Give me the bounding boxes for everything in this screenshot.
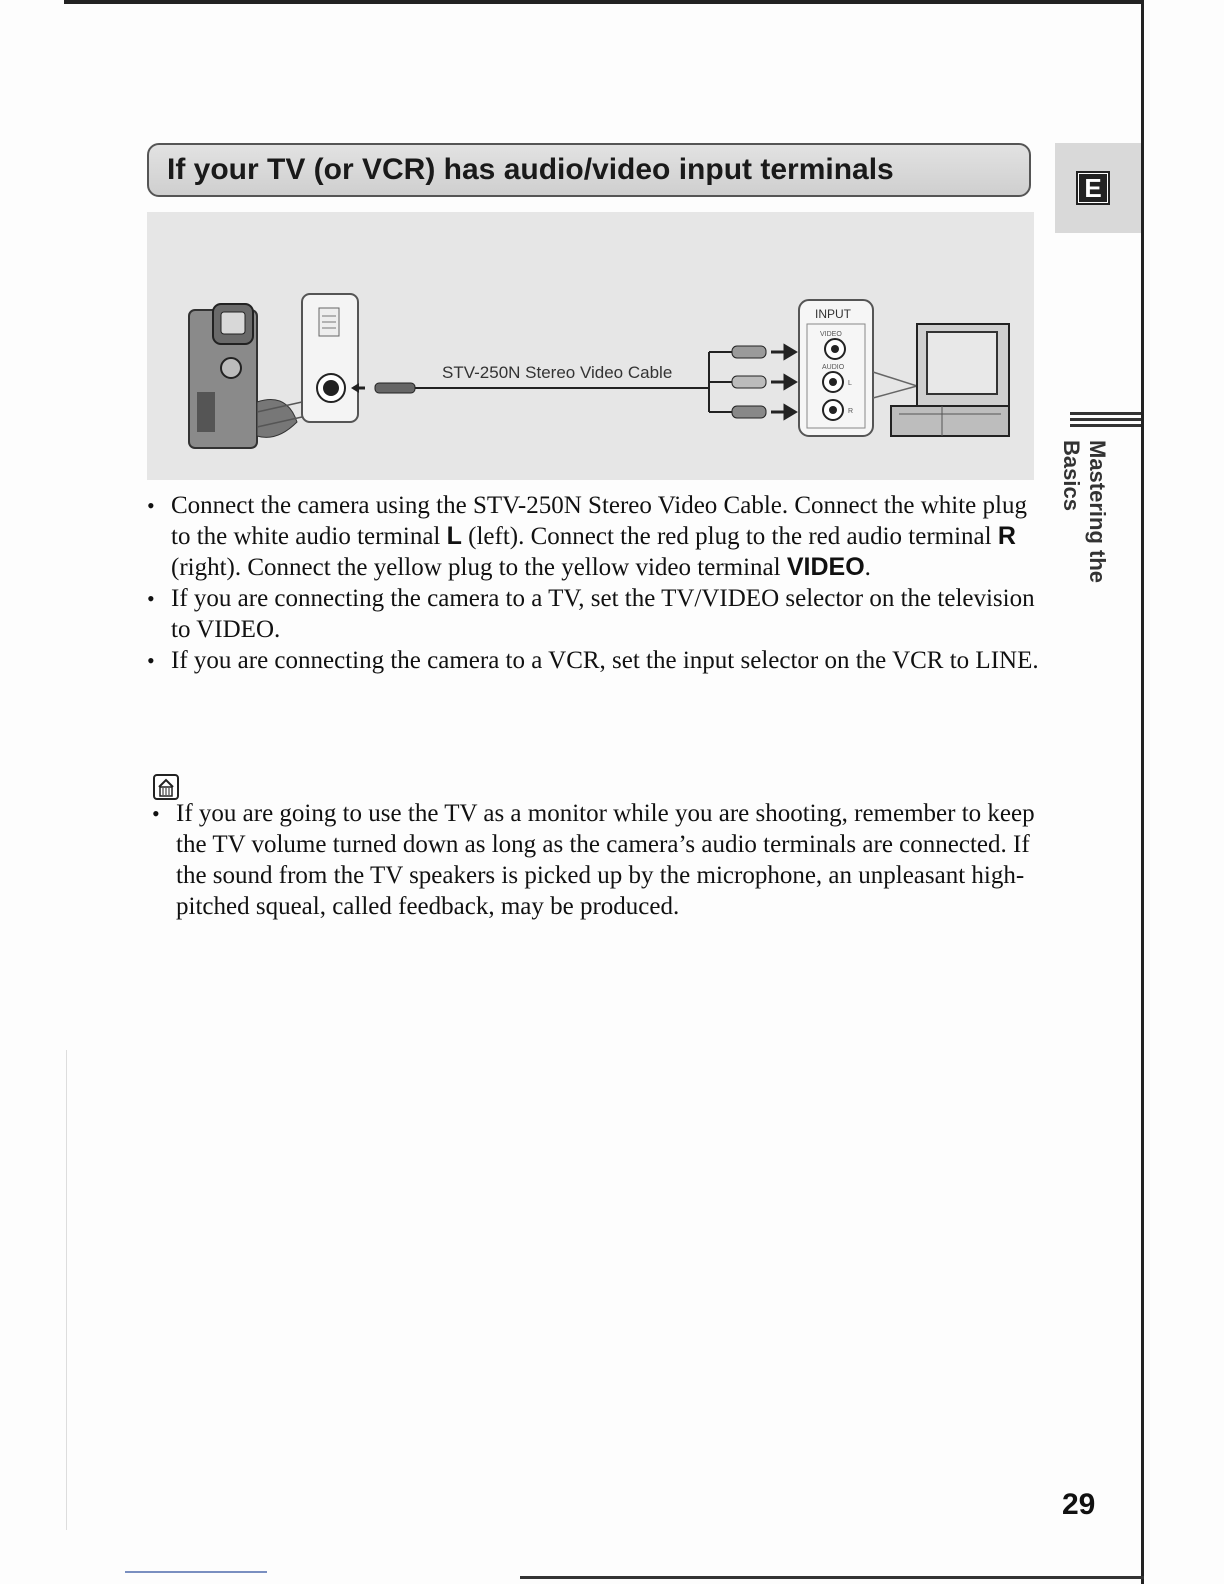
page-number: 29	[1062, 1488, 1096, 1521]
note-icon	[152, 773, 180, 801]
list-item: • Connect the camera using the STV-250N Stereo Video Cable. Connect the white plug to the white audio terminal L (left). Connect the red plug to the red audio terminal R (right). Connect the yellow plug to the yellow video terminal VIDEO.	[145, 490, 1045, 583]
section-heading: If your TV (or VCR) has audio/video input terminals	[167, 153, 894, 186]
bottom-rule	[520, 1576, 1144, 1579]
connection-diagram	[147, 212, 1034, 480]
rca-plugs	[709, 346, 795, 418]
bottom-left-rule	[125, 1571, 267, 1573]
list-item: • If you are going to use the TV as a monitor while you are shooting, remember to keep the TV volume turned down as long as the camera’s audio terminals are connected. If the sound from the TV speakers is picked up by the microphone, an unpleasant high-pitched squeal, called feedback, may be produced.	[150, 798, 1050, 922]
audio-label: AUDIO	[822, 364, 845, 371]
right-label: R	[848, 408, 854, 415]
section-side-label: Mastering the Basics	[1059, 440, 1110, 584]
list-item: • If you are connecting the camera to a VCR, set the input selector on the VCR to LINE.	[145, 645, 1045, 676]
tv-illustration	[891, 324, 1009, 436]
note-list	[150, 798, 1050, 922]
input-panel	[799, 300, 873, 436]
diagram-illustration	[147, 212, 1034, 480]
chapter-letter: E	[1076, 171, 1110, 205]
cable-label: STV-250N Stereo Video Cable	[442, 363, 673, 382]
video-label: VIDEO	[820, 331, 842, 338]
list-item: • If you are connecting the camera to a TV, set the TV/VIDEO selector on the television to VIDEO.	[145, 583, 1045, 645]
camcorder-illustration	[189, 304, 297, 448]
top-rule	[64, 0, 1144, 4]
input-panel-title: INPUT	[815, 307, 851, 321]
right-rule	[1141, 0, 1144, 1584]
left-faint-rule	[66, 1050, 67, 1530]
left-label: L	[848, 380, 852, 387]
tab-bars	[1070, 412, 1141, 430]
instruction-list	[145, 490, 1045, 676]
section-heading-box	[147, 143, 1031, 197]
